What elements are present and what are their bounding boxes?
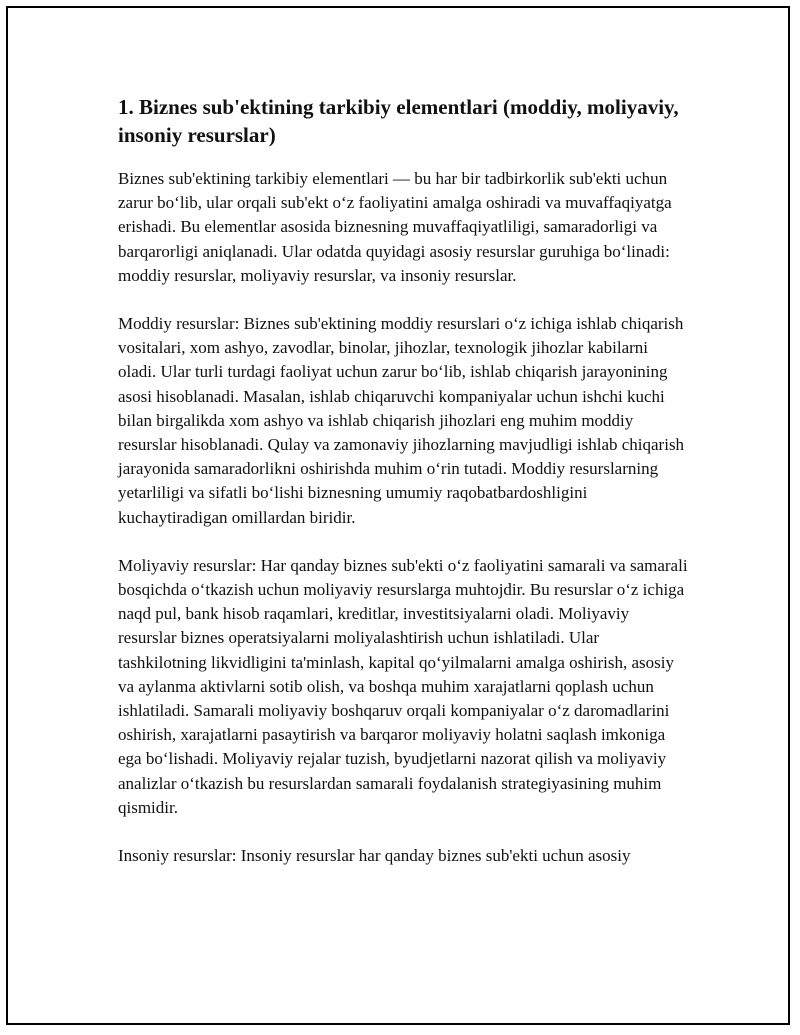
document-body [118,93,688,892]
paragraph-intro: Biznes sub'ektining tarkibiy elementlari — bu har bir tadbirkorlik sub'ekti uchun zarur bo‘lib, ular orqali sub'ekt o‘z faoliyatini amalga oshiradi va muvaffaqiyatga erishadi. Bu elementlar asosida biznesning muvaffaqiyatliligi, samaradorligi va barqarorligi aniqlanadi. Ular odatda quyidagi asosiy resurslar guruhiga bo‘linadi: moddiy resurslar, moliyaviy resurslar, va insoniy resurslar. [118,169,672,285]
paragraph-financial-resources: Moliyaviy resurslar: Har qanday biznes sub'ekti o‘z faoliyatini samarali va samarali bosqichda o‘tkazish uchun moliyaviy resurslarga muhtojdir. Bu resurslar o‘z ichiga naqd pul, bank hisob raqamlari, kreditlar, investitsiyalarni oladi. Moliyaviy resurslar biznes operatsiyalarni moliyalashtirish uchun ishlatiladi. Ular tashkilotning likvidligini ta'minlash, kapital qo‘yilmalarni amalga oshirish, asosiy va aylanma aktivlarni sotib olish, va boshqa muhim xarajatlarni qoplash uchun ishlatiladi. Samarali moliyaviy boshqaruv orqali kompaniyalar o‘z daromadlarini oshirish, xarajatlarni pasaytirish va barqaror moliyaviy holatni saqlash imkoniga ega bo‘lishadi. Moliyaviy rejalar tuzish, byudjetlarni nazorat qilish va moliyaviy analizlar o‘tkazish bu resurslardan samarali foydalanish strategiyasining muhim qismidir. [118,555,688,817]
document-title: 1. Biznes sub'ektining tarkibiy elementlari (moddiy, moliyaviy, insoniy resurslar) [118,95,679,147]
paragraph-human-resources: Insoniy resurslar: Insoniy resurslar har qanday biznes sub'ekti uchun asosiy [118,846,631,866]
paragraph-material-resources: Moddiy resurslar: Biznes sub'ektining moddiy resurslari o‘z ichiga ishlab chiqarish vositalari, xom ashyo, zavodlar, binolar, jihozlar, texnologik jihozlar kabilarni oladi. Ular turli turdagi faoliyat uchun zarur bo‘lib, ishlab chiqarish jarayonining asosi hisoblanadi. Masalan, ishlab chiqaruvchi kompaniyalar uchun ishchi kuchi bilan birgalikda xom ashyo va ishlab chiqarish jihozlari eng muhim moddiy resurslar hisoblanadi. Qulay va zamonaviy jihozlarning mavjudligi ishlab chiqarish jarayonida samaradorlikni oshirishda muhim o‘rin tutadi. Moddiy resurslarning yetarliligi va sifatli bo‘lishi biznesning umumiy raqobatbardoshligini kuchaytiradigan omillardan biridir. [118,314,685,527]
